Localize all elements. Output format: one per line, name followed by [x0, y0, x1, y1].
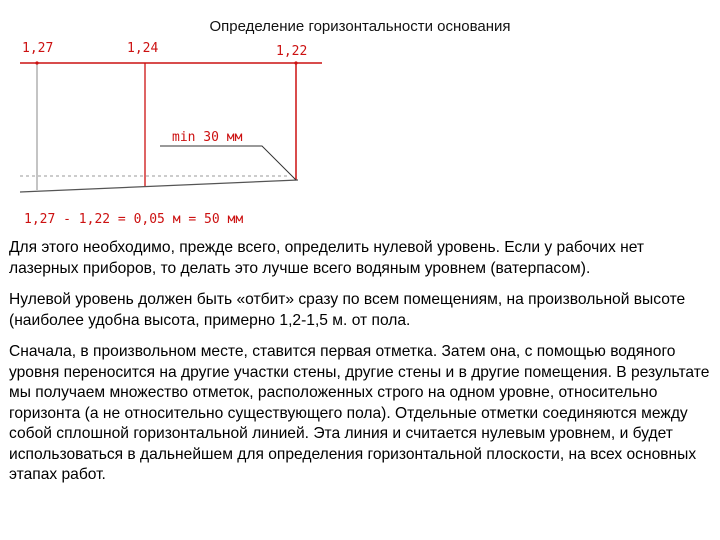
- floor-slope-line: [20, 180, 298, 192]
- formula-label: 1,27 - 1,22 = 0,05 м = 50 мм: [24, 212, 244, 227]
- page-title: Определение горизонтальности основания: [209, 18, 511, 35]
- annotation-leader: [160, 146, 296, 180]
- mark-label-2: 1,24: [127, 41, 159, 56]
- paragraph-3: Сначала, в произвольном месте, ставится первая отметка. Затем она, с помощью водяного уровня переносится на другие участки стены, другие стены и в другие помещения. В результате мы получаем множество отметок, расположенных строго на одном уровне, относительно горизонта (а не относительно существующего пола). Отдельные отметки соединяются между собой сплошной горизонтальной линией. Эта линия и считается нулевым уровнем, и будет использоваться в дальнейшем для определения горизонтальной плоскости, на всех основных этапах работ.: [9, 343, 710, 483]
- mark-label-3: 1,22: [276, 44, 308, 59]
- mark-dot-1: [35, 61, 38, 64]
- paragraph-2: Нулевой уровень должен быть «отбит» сразу по всем помещениям, на произвольной высоте (наиболее удобна высота, примерно 1,2-1,5 м. от пола.: [9, 291, 686, 329]
- paragraph-1: Для этого необходимо, прежде всего, определить нулевой уровень. Если у рабочих нет лазерных приборов, то делать это лучше всего водяным уровнем (ватерпасом).: [9, 239, 645, 277]
- mark-label-1: 1,27: [22, 41, 54, 56]
- text-block: [9, 238, 714, 497]
- annotation-label: min 30 мм: [172, 130, 243, 145]
- level-diagram: [0, 0, 720, 235]
- mark-dot-3: [294, 61, 297, 64]
